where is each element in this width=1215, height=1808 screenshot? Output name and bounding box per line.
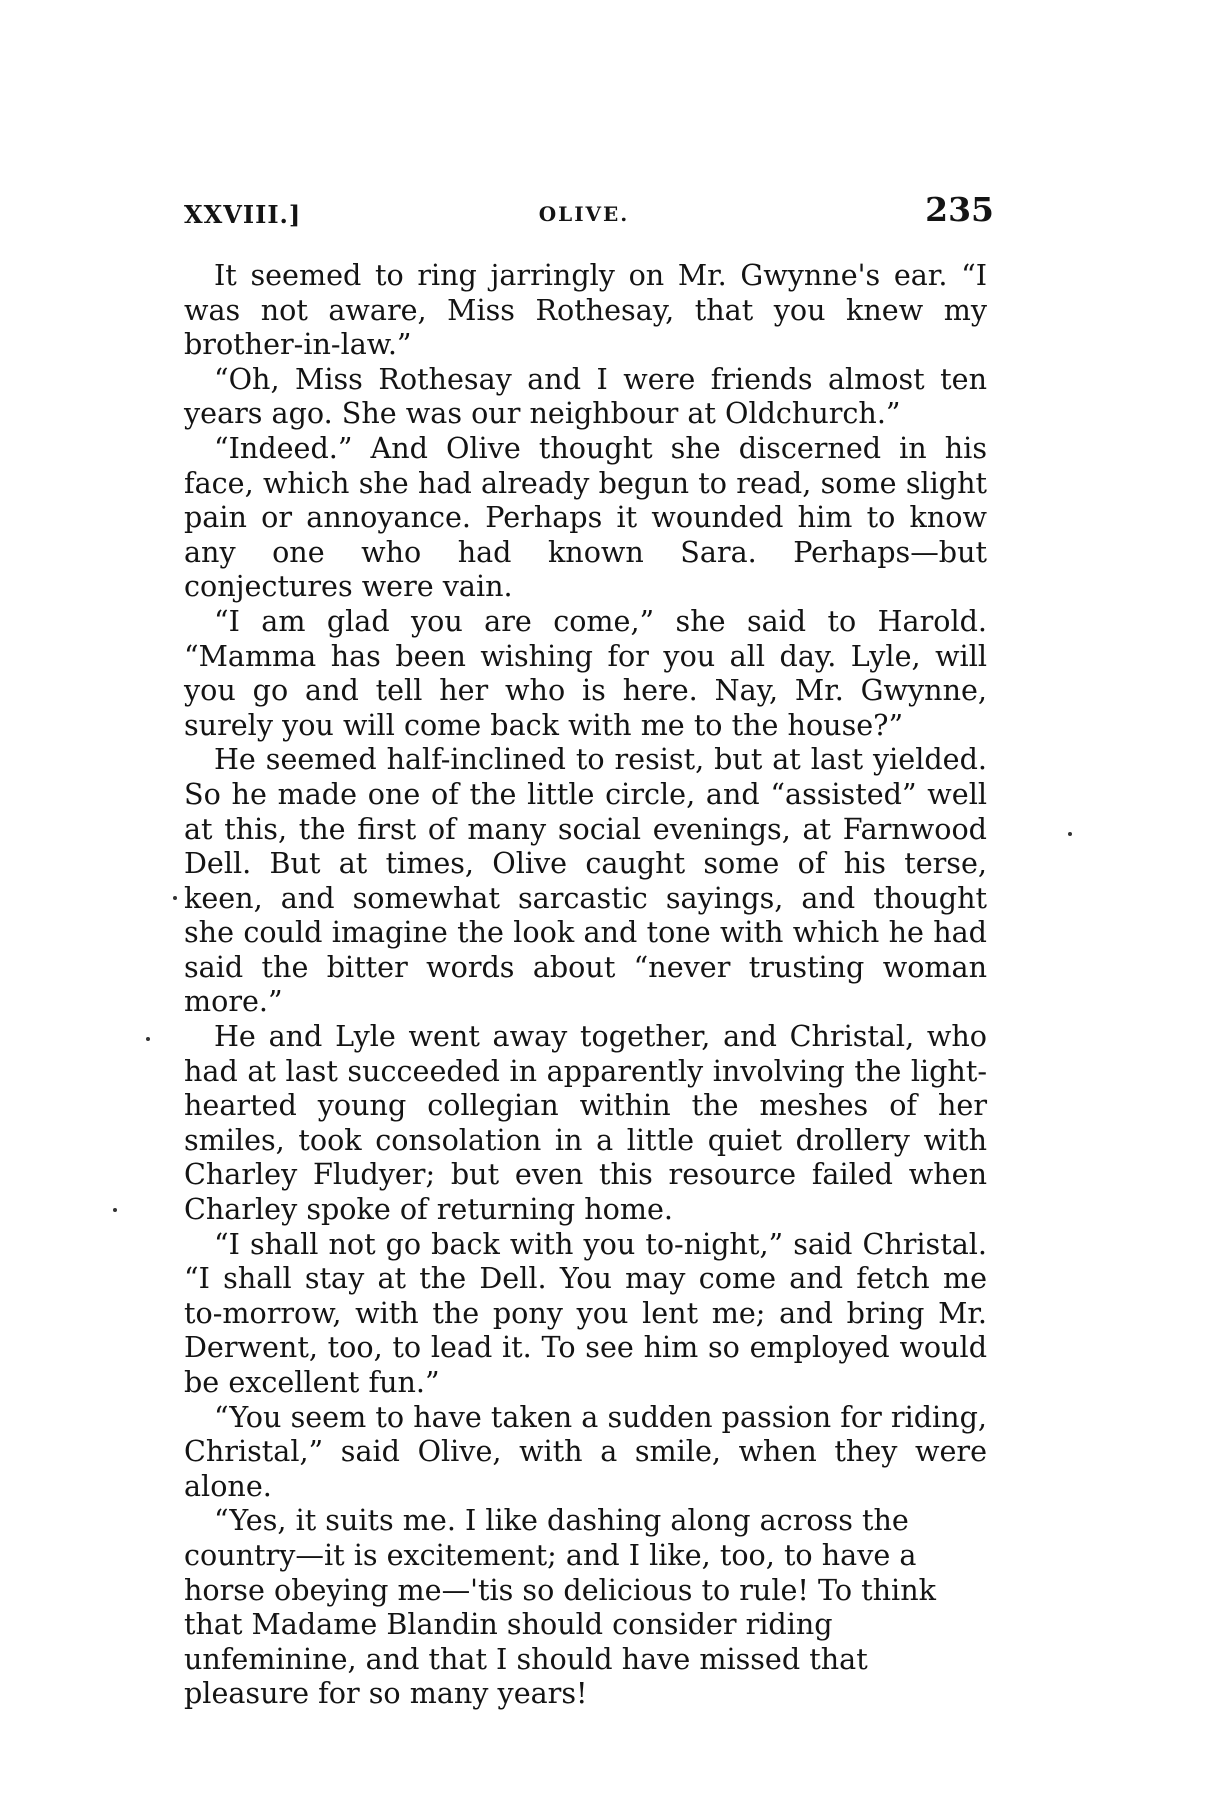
paragraph: He seemed half-inclined to resist, but at last yielded. So he made one of the little circle, and “assisted” well at this, the first of many social evenings, at Farnwood Dell. But at times, Olive caught some of his terse, keen, and somewhat sarcastic sayings, and thought she could imagine the look and tone with which he had said the bitter words about “never trusting woman more.” xyxy=(184,742,987,1019)
paragraph: “Oh, Miss Rothesay and I were friends almost ten years ago. She was our neighbour at Oldchurch.” xyxy=(184,361,987,431)
running-header xyxy=(184,190,994,238)
running-title: OLIVE. xyxy=(538,202,630,226)
body-text xyxy=(184,258,987,1711)
paragraph: “Indeed.” And Olive thought she discerned in his face, which she had already begun to read, some slight pain or annoyance. Perhaps it wounded him to know any one who had known Sara. Perhaps—but conjectures were vain. xyxy=(184,430,987,604)
chapter-number: XXVIII.] xyxy=(184,200,302,229)
page-number: 235 xyxy=(925,190,994,229)
paragraph: “I shall not go back with you to-night,” said Christal. “I shall stay at the Dell. You may come and fetch me to-morrow, with the pony you lent me; and bring Mr. Derwent, too, to lead it. To see him so employed would be excellent fun.” xyxy=(184,1226,987,1399)
paragraph: “You seem to have taken a sudden passion for riding, Christal,” said Olive, with a smile, when they were alone. xyxy=(184,1399,987,1503)
margin-speck xyxy=(146,1037,150,1041)
paragraph: It seemed to ring jarringly on Mr. Gwynne's ear. “I was not aware, Miss Rothesay, that you knew my brother-in-law.” xyxy=(184,258,987,362)
margin-speck xyxy=(1068,832,1072,836)
margin-speck xyxy=(173,896,177,900)
margin-speck xyxy=(113,1208,117,1212)
paragraph: He and Lyle went away together, and Christal, who had at last succeeded in apparently involving the light-hearted young collegian within the meshes of her smiles, took consolation in a little quiet drollery with Charley Fludyer; but even this resource failed when Charley spoke of returning home. xyxy=(184,1019,987,1227)
paragraph: “I am glad you are come,” she said to Harold. “Mamma has been wishing for you all day. Lyle, will you go and tell her who is here. Nay, Mr. Gwynne, surely you will come back with me to the house?” xyxy=(184,603,987,742)
paragraph: “Yes, it suits me. I like dashing along across the country—it is excitement; and I like, too, to have a horse obeying me—'tis so delicious to rule! To think that Madame Blandin should consider riding unfeminine, and that I should have missed that pleasure for so many years! xyxy=(184,1503,936,1711)
